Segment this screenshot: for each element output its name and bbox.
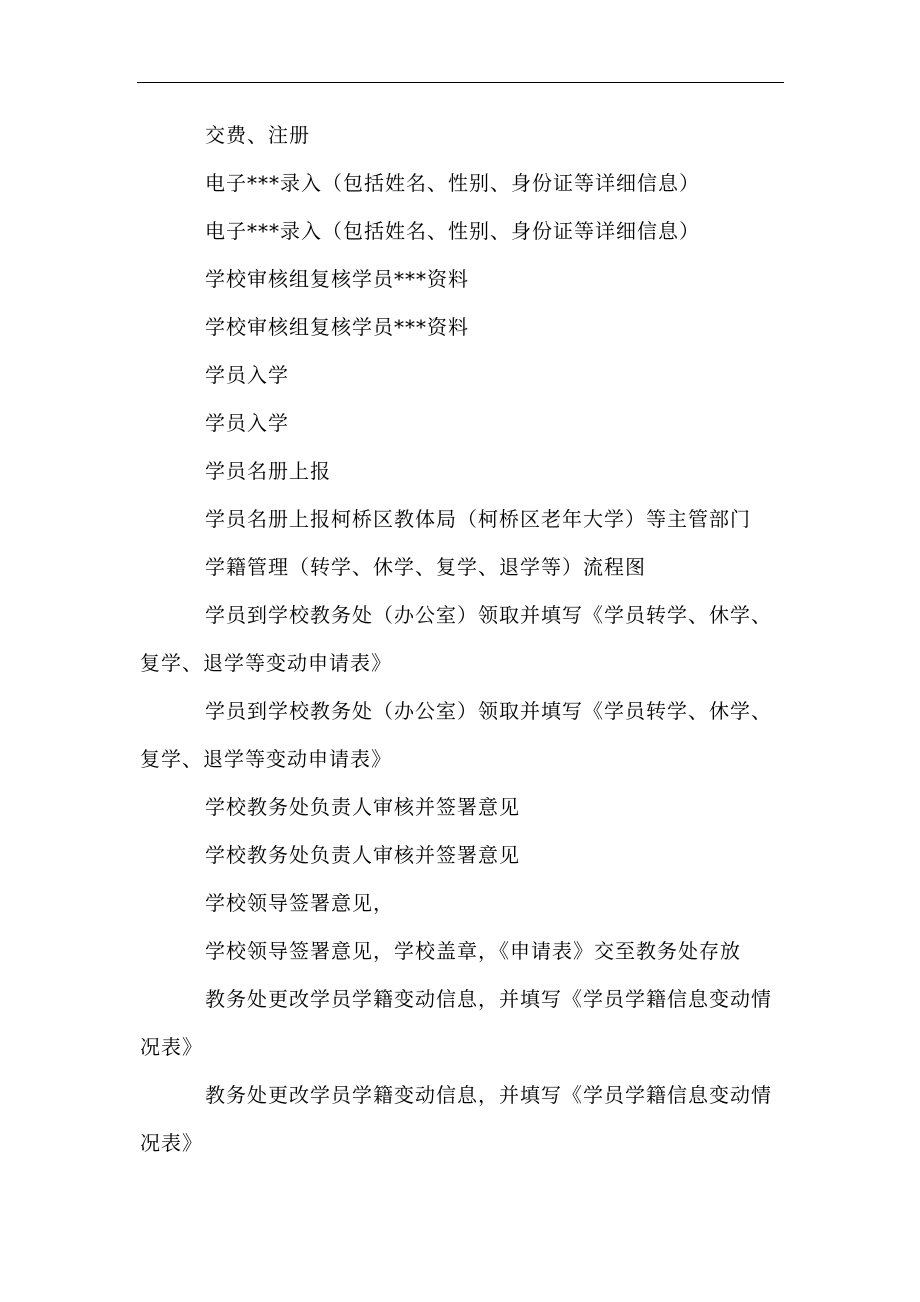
paragraph-office-review: 学校教务处负责人审核并签署意见 [205,795,520,819]
paragraph-school-review-repeat: 学校审核组复核学员***资料 [205,315,469,339]
paragraph-status-management-title: 学籍管理（转学、休学、复学、退学等）流程图 [205,555,646,579]
paragraph-application-form-repeat: 学员到学校教务处（办公室）领取并填写《学员转学、休学、复学、退学等变动申请表》 [140,699,772,771]
paragraph-record-update-repeat: 教务处更改学员学籍变动信息，并填写《学员学籍信息变动情况表》 [140,1083,772,1155]
paragraph-application-form: 学员到学校教务处（办公室）领取并填写《学员转学、休学、复学、退学等变动申请表》 [140,603,772,675]
paragraph-leader-signature-stamp: 学校领导签署意见，学校盖章，《申请表》交至教务处存放 [205,939,741,963]
paragraph-record-update: 教务处更改学员学籍变动信息，并填写《学员学籍信息变动情况表》 [140,987,772,1059]
header-rule [137,82,784,83]
paragraph-electronic-entry: 电子***录入（包括姓名、性别、身份证等详细信息） [205,171,700,195]
paragraph-registration-fee: 交费、注册 [205,123,310,147]
document-body [140,111,792,1167]
paragraph-office-review-repeat: 学校教务处负责人审核并签署意见 [205,843,520,867]
paragraph-leader-signature: 学校领导签署意见， [205,891,394,915]
paragraph-electronic-entry-repeat: 电子***录入（包括姓名、性别、身份证等详细信息） [205,219,700,243]
paragraph-roster-report: 学员名册上报 [205,459,331,483]
paragraph-enrollment-repeat: 学员入学 [205,411,289,435]
paragraph-roster-report-authorities: 学员名册上报柯桥区教体局（柯桥区老年大学）等主管部门 [205,507,751,531]
paragraph-enrollment: 学员入学 [205,363,289,387]
paragraph-school-review: 学校审核组复核学员***资料 [205,267,469,291]
